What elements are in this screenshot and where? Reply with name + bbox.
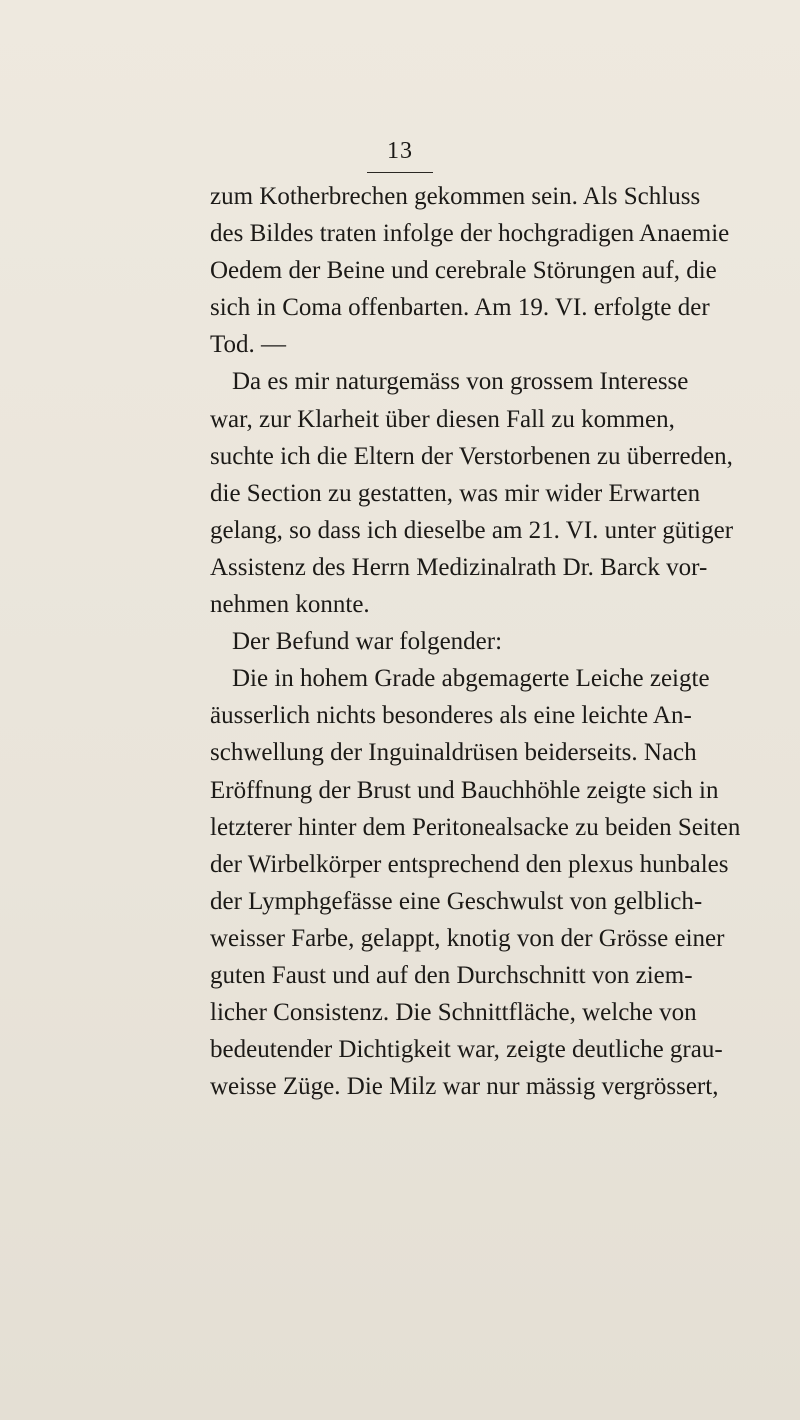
text-line: Da es mir naturgemäss von grossem Interesse bbox=[232, 368, 689, 396]
text-line: licher Consistenz. Die Schnittfläche, welche von bbox=[210, 999, 697, 1027]
text-line: äusserlich nichts besonderes als eine leichte An- bbox=[210, 702, 692, 730]
text-line: Die in hohem Grade abgemagerte Leiche zeigte bbox=[232, 665, 710, 693]
text-line: war, zur Klarheit über diesen Fall zu kommen, bbox=[210, 405, 675, 433]
text-line: schwellung der Inguinaldrüsen beiderseits. Nach bbox=[210, 739, 697, 767]
text-line: guten Faust und auf den Durchschnitt von ziem- bbox=[210, 961, 693, 989]
text-line: bedeutender Dichtigkeit war, zeigte deutliche grau- bbox=[210, 1036, 723, 1064]
text-line: nehmen konnte. bbox=[210, 591, 370, 619]
body-text bbox=[210, 178, 741, 1105]
text-line: des Bildes traten infolge der hochgradigen Anaemie bbox=[210, 220, 730, 248]
text-line: zum Kotherbrechen gekommen sein. Als Schluss bbox=[210, 183, 701, 210]
text-line: weisse Züge. Die Milz war nur mässig vergrössert, bbox=[210, 1073, 719, 1101]
text-line: die Section zu gestatten, was mir wider Erwarten bbox=[210, 479, 701, 507]
text-line: weisser Farbe, gelappt, knotig von der Grösse einer bbox=[210, 924, 725, 952]
text-line: Der Befund war folgender: bbox=[232, 628, 503, 656]
text-line: der Wirbelkörper entsprechend den plexus hunbales bbox=[210, 850, 729, 878]
text-line: gelang, so dass ich dieselbe am 21. VI. unter gütiger bbox=[210, 516, 734, 544]
text-line: der Lymphgefässe eine Geschwulst von gelblich- bbox=[210, 887, 703, 915]
text-line: suchte ich die Eltern der Verstorbenen zu überreden, bbox=[210, 442, 733, 470]
page-number-rule bbox=[367, 172, 433, 173]
text-line: Oedem der Beine und cerebrale Störungen auf, die bbox=[210, 257, 717, 285]
text-line: Eröffnung der Brust und Bauchhöhle zeigte sich in bbox=[210, 776, 719, 804]
text-line: Assistenz des Herrn Medizinalrath Dr. Barck vor- bbox=[210, 553, 708, 581]
text-line: letzterer hinter dem Peritonealsacke zu beiden Seiten bbox=[210, 813, 741, 841]
text-line: sich in Coma offenbarten. Am 19. VI. erfolgte der bbox=[210, 294, 710, 322]
page-number: 13 bbox=[387, 138, 413, 164]
text-line: Tod. — bbox=[210, 331, 287, 359]
